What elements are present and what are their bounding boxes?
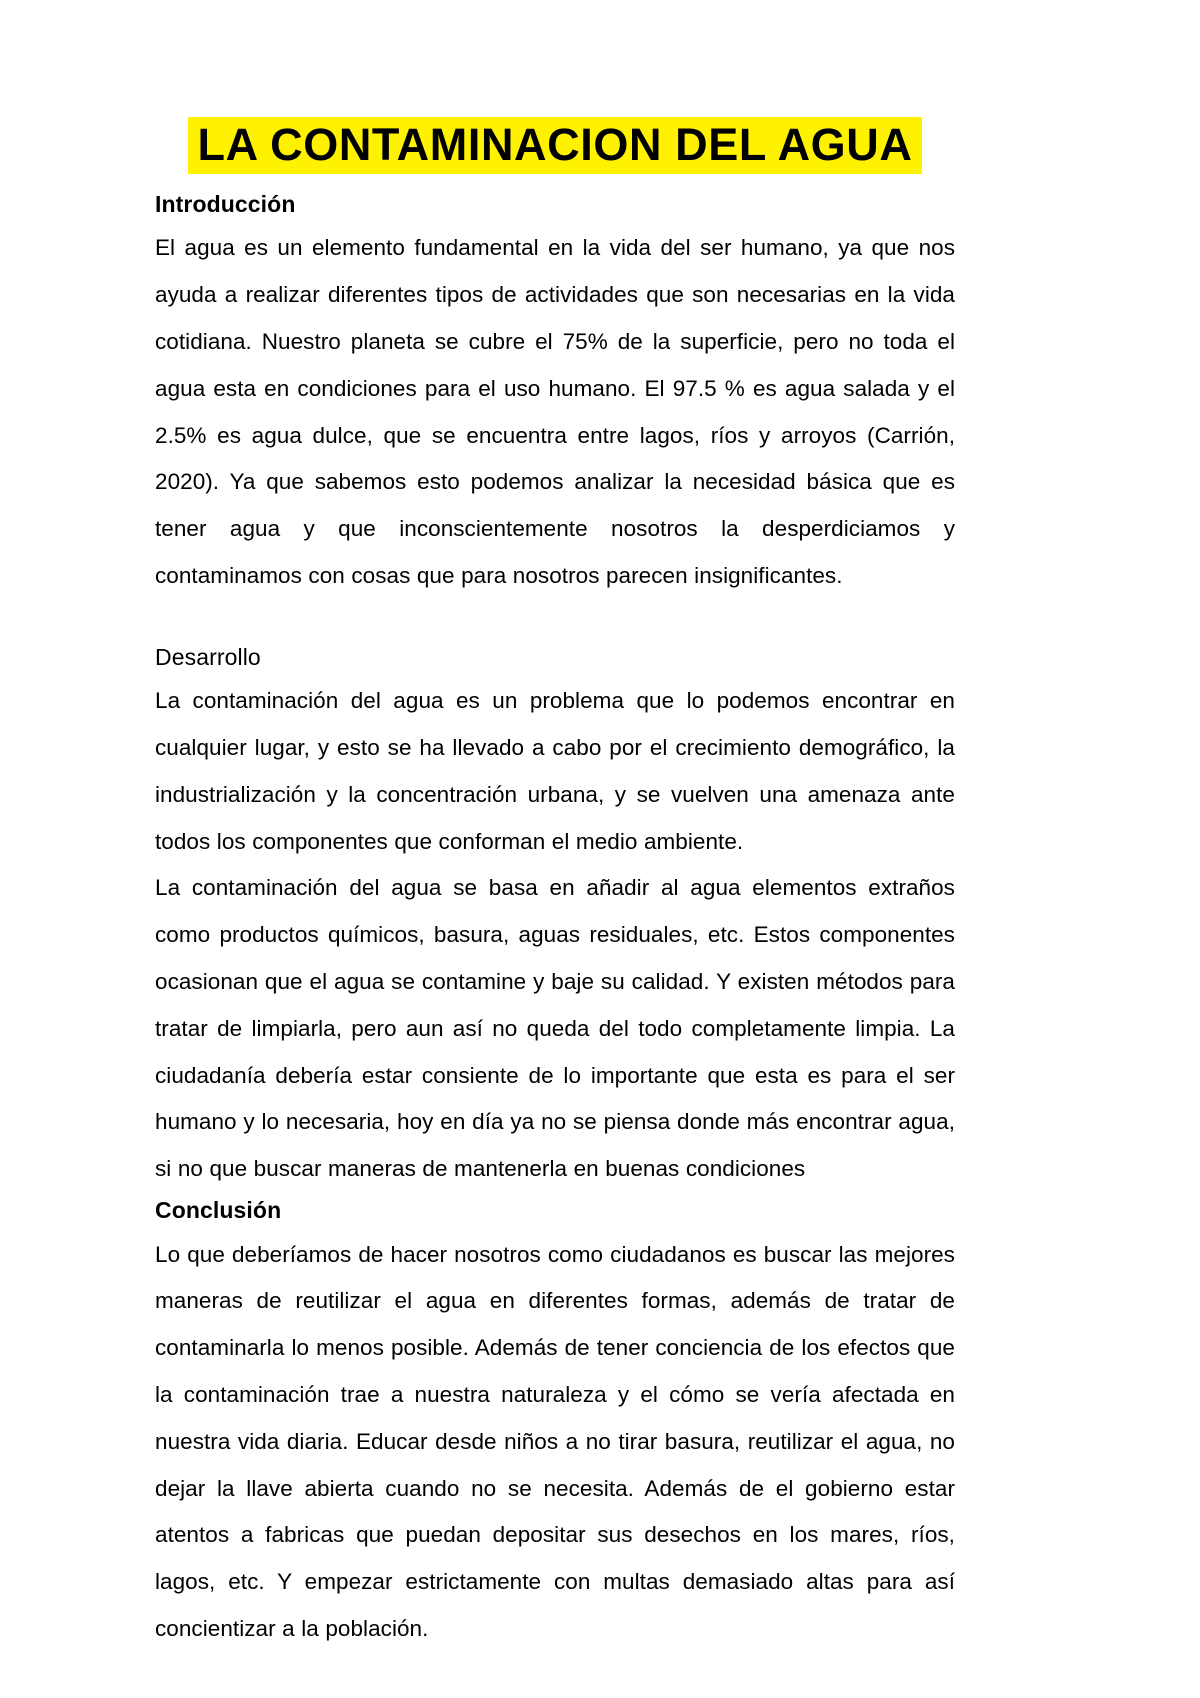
title-highlight: LA CONTAMINACION DEL AGUA: [188, 117, 923, 174]
document-content: [155, 118, 955, 1653]
section-heading-conclusion: Conclusión: [155, 1197, 282, 1224]
section-paragraph-introduccion-1: El agua es un elemento fundamental en la vida del ser humano, ya que nos ayuda a realizar diferentes tipos de actividades que son necesarias en la vida cotidiana. Nuestro planeta se cubre el 75% de la superficie, pero no toda el agua esta en condiciones para el uso humano. El 97.5 % es agua salada y el 2.5% es agua dulce, que se encuentra entre lagos, ríos y arroyos (Carrión, 2020). Ya que sabemos esto podemos analizar la necesidad básica que es tener agua y que inconscientemente nosotros la desperdiciamos y contaminamos con cosas que para nosotros parecen insignificantes.: [155, 235, 955, 588]
section-paragraph-desarrollo-2: La contaminación del agua se basa en añadir al agua elementos extraños como productos químicos, basura, aguas residuales, etc. Estos componentes ocasionan que el agua se contamine y baje su calidad. Y existen métodos para tratar de limpiarla, pero aun así no queda del todo completamente limpia. La ciudadanía debería estar consiente de lo importante que esta es para el ser humano y lo necesaria, hoy en día ya no se piensa donde más encontrar agua, si no que buscar maneras de mantenerla en buenas condiciones: [155, 875, 955, 1182]
section-paragraph-conclusion-1: Lo que deberíamos de hacer nosotros como ciudadanos es buscar las mejores maneras de reutilizar el agua en diferentes formas, además de tratar de contaminarla lo menos posible. Además de tener conciencia de los efectos que la contaminación trae a nuestra naturaleza y el cómo se vería afectada en nuestra vida diaria. Educar desde niños a no tirar basura, reutilizar el agua, no dejar la llave abierta cuando no se necesita. Además de el gobierno estar atentos a fabricas que puedan depositar sus desechos en los mares, ríos, lagos, etc. Y empezar estrictamente con multas demasiado altas para así concientizar a la población.: [155, 1241, 955, 1641]
section-paragraph-desarrollo-1: La contaminación del agua es un problema que lo podemos encontrar en cualquier lugar, y esto se ha llevado a cabo por el crecimiento demográfico, la industrialización y la concentración urbana, y se vuelven una amenaza ante todos los componentes que conforman el medio ambiente.: [155, 688, 955, 854]
section-spacer: [155, 600, 955, 640]
section-heading-introduccion: Introducción: [155, 190, 296, 217]
page-title: [155, 118, 955, 173]
section-heading-desarrollo: Desarrollo: [155, 643, 261, 670]
